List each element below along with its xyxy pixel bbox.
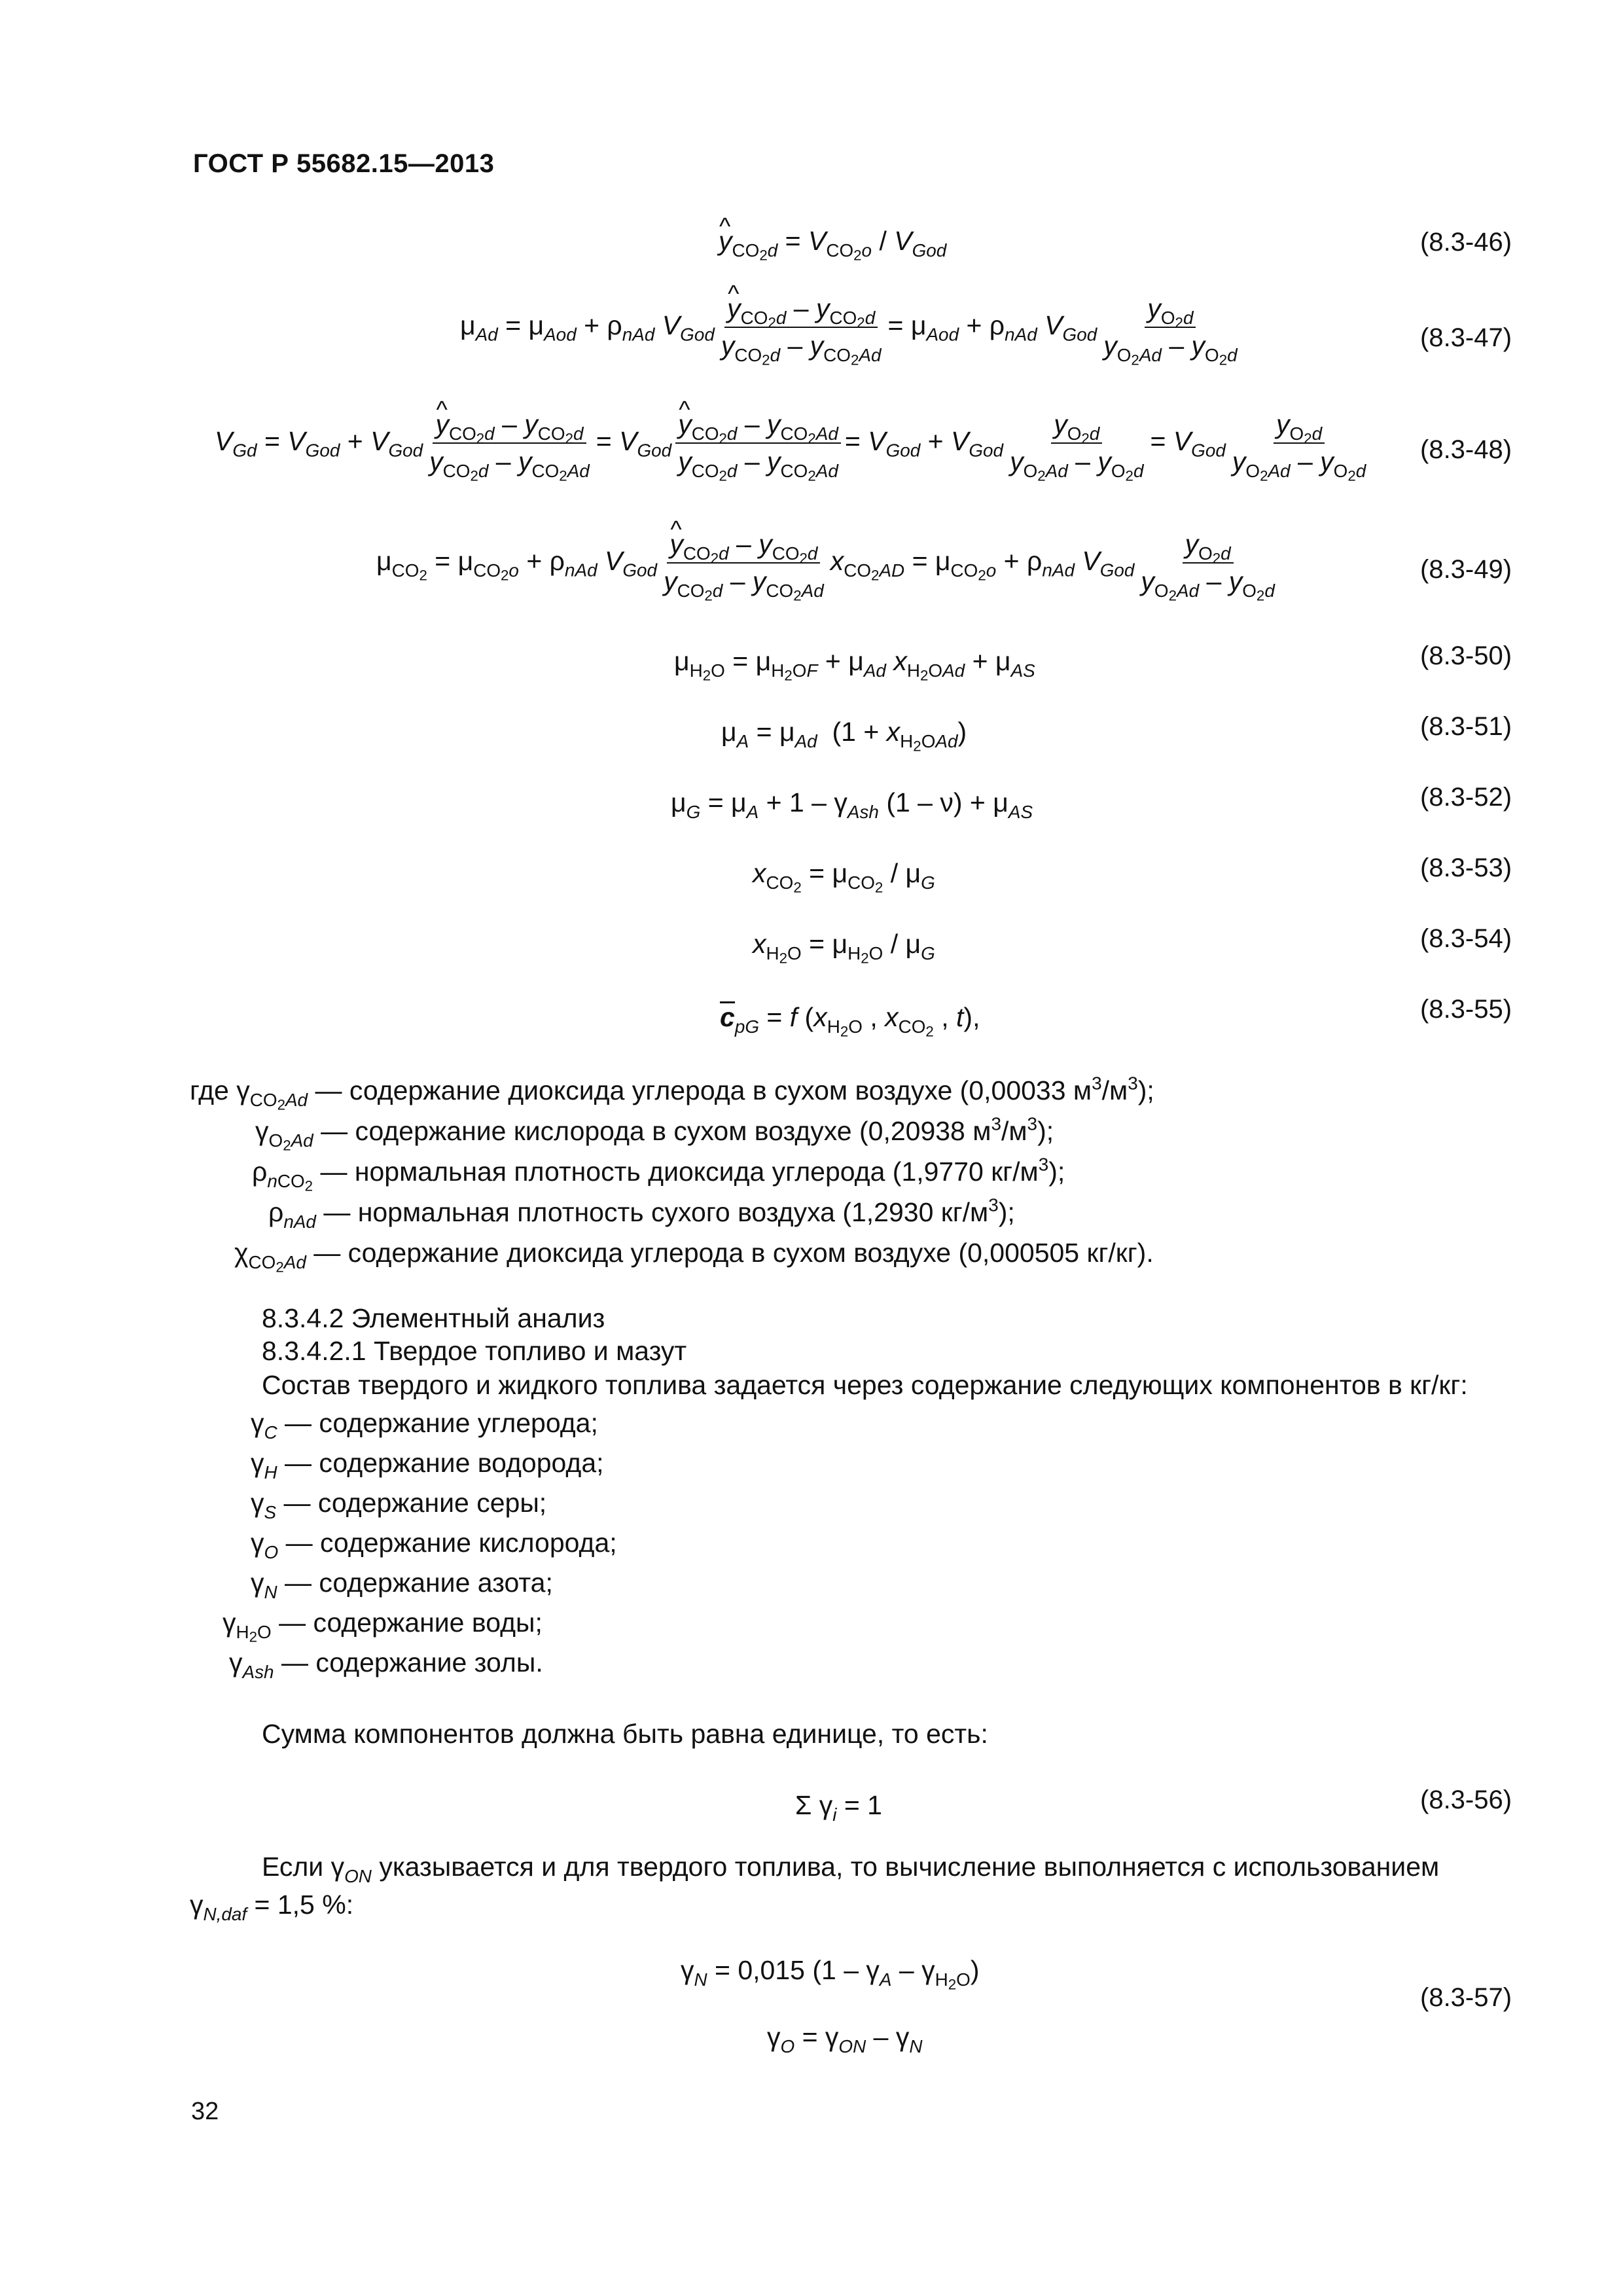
page-number: 32 xyxy=(191,2098,219,2125)
equation-number: (8.3-57) xyxy=(1420,1983,1512,2012)
where-line-4: $\rho_{nAd}$ — нормальная плотность сухого воздуха (1,2930 $кг/м^3$); xyxy=(268,1194,1015,1232)
section-heading-8-3-4-2-1: 8.3.4.2.1 Твердое топливо и мазут xyxy=(262,1336,687,1366)
equation-number: (8.3-54) xyxy=(1420,924,1512,953)
equation-number: (8.3-47) xyxy=(1420,323,1512,352)
equation-8-3-46: ^ $y_{CO_2d} = V_{CO_2o} / V_{God}$ xyxy=(719,228,946,255)
equation-8-3-53: $x_{CO_2} = \mu_{CO_2} / \mu_G$ xyxy=(753,858,935,896)
component-water: $\gamma_{H_2O}$ — содержание воды; xyxy=(223,1607,543,1645)
equation-8-3-52: $\mu_G = \mu_A + 1 - \gamma_{Ash}$ $(1 - \nu) + \mu_{AS}$ xyxy=(671,787,1033,822)
equation-8-3-55: $c_{pG} = f$ ($x_{H_2O}$ , $x_{CO_2}$ , t), xyxy=(720,1002,980,1040)
nitrogen-condition-line-2: $\gamma_{N,daf} = 1,5$ %: xyxy=(190,1890,354,1924)
equation-8-3-50: $\mu_{H_2O} = \mu_{H_2OF} + \mu_{Ad}$ $x_{H_2OAd} + \mu_{AS}$ xyxy=(674,646,1035,684)
equation-8-3-57-nitrogen: $\gamma_N = 0,015$ $(1 - \gamma_A - \gamma_{H_2O})$ xyxy=(681,1955,980,1993)
equation-number: (8.3-55) xyxy=(1420,995,1512,1024)
document-code-header: ГОСТ Р 55682.15—2013 xyxy=(193,149,495,178)
component-nitrogen: $\gamma_N$ — содержание азота; xyxy=(251,1568,553,1602)
equation-number: (8.3-46) xyxy=(1420,228,1512,257)
equation-number: (8.3-56) xyxy=(1420,1785,1512,1814)
equation-number: (8.3-49) xyxy=(1420,555,1512,584)
section-intro: Состав твердого и жидкого топлива задается через содержание следующих компонентов в кг/кг: xyxy=(262,1370,1468,1400)
equation-number: (8.3-48) xyxy=(1420,435,1512,464)
equation-8-3-56: Σ $\gamma_i = 1$ xyxy=(795,1790,882,1825)
nitrogen-condition-line-1: Если $\gamma_{ON}$ указывается и для твердого топлива, то вычисление выполняется с использованием xyxy=(262,1852,1440,1886)
equation-number: (8.3-50) xyxy=(1420,641,1512,670)
component-carbon: $\gamma_C$ — содержание углерода; xyxy=(251,1408,598,1443)
sum-statement: Сумма компонентов должна быть равна единице, то есть: xyxy=(262,1719,988,1749)
where-line-5: $\chi_{CO_2Ad}$ — содержание диоксида углерода в сухом воздухе (0,000505 кг/кг). xyxy=(234,1238,1154,1276)
equation-8-3-48: $V_{Gd} = V_{God} + V_{God}$ ^ $\frac{y_{CO_2d} - y_{CO_2d}}{y_{CO_2d} - y_{CO_2Ad}}$ = $V_{God}$ ^ $\frac{y_{CO_2d} - y_{CO_2Ad}}{y_{CO_2d} - y_{CO_2Ad}}$ = $V_{God} + V_{God}$ $\frac{y_{O_2d}}{y_{O_2Ad} - y_{O_2d}}$ = $V_{God}$ $\frac{y_{O_2d}}{y_{O_2Ad} - y_{O_2d}}$ xyxy=(215,409,1372,477)
equation-8-3-49: $\mu_{CO_2} = \mu_{CO_2o} + \rho_{nAd}$ $V_{God}$ ^ $\frac{y_{CO_2d} - y_{CO_2d}}{y_{CO_2d} - y_{CO_2Ad}}$ $x_{CO_2AD} = \mu_{CO_2o} + \rho_{nAd}$ $V_{God}$ $\frac{y_{O_2d}}{y_{O_2Ad} - y_{O_2d}}$ xyxy=(376,529,1281,597)
section-heading-8-3-4-2: 8.3.4.2 Элементный анализ xyxy=(262,1303,605,1333)
equation-number: (8.3-51) xyxy=(1420,712,1512,741)
where-line-3: $\rho_{nCO_2}$ — нормальная плотность диоксида углерода (1,9770 $кг/м^3$); xyxy=(252,1154,1065,1194)
component-oxygen: $\gamma_O$ — содержание кислорода; xyxy=(251,1528,617,1562)
equation-8-3-57-oxygen: $\gamma_O = \gamma_{ON} - \gamma_N$ xyxy=(767,2022,923,2056)
equation-8-3-47: $\mu_{Ad} = \mu_{Aod} + \rho_{nAd}$ $V_{God}$ ^ $\frac{y_{CO_2d} - y_{CO_2d}}{y_{CO_2d} - y_{CO_2Ad}}$ = $\mu_{Aod} + \rho_{nAd}$ $V_{God}$ $\frac{y_{O_2d}}{y_{O_2Ad} - y_{O_2d}}$ xyxy=(460,293,1244,361)
where-lead: где xyxy=(190,1075,229,1105)
component-hydrogen: $\gamma_H$ — содержание водорода; xyxy=(251,1448,604,1482)
where-line-1: где $\gamma_{CO_2Ad}$ — содержание диоксида углерода в сухом воздухе (0,00033 $м^3/м^3$); xyxy=(190,1073,1154,1113)
equation-8-3-54: $x_{H_2O} = \mu_{H_2O} / \mu_G$ xyxy=(753,929,935,967)
component-ash: $\gamma_{Ash}$ — содержание золы. xyxy=(229,1647,543,1682)
equation-number: (8.3-52) xyxy=(1420,783,1512,812)
equation-number: (8.3-53) xyxy=(1420,853,1512,882)
where-line-2: $\gamma_{O_2Ad}$ — содержание кислорода в сухом воздухе (0,20938 $м^3/м^3$); xyxy=(255,1113,1054,1154)
component-sulfur: $\gamma_S$ — содержание серы; xyxy=(251,1488,547,1522)
equation-8-3-51: $\mu_A = \mu_{Ad}$ $(1 + x_{H_2OAd})$ xyxy=(721,717,967,755)
